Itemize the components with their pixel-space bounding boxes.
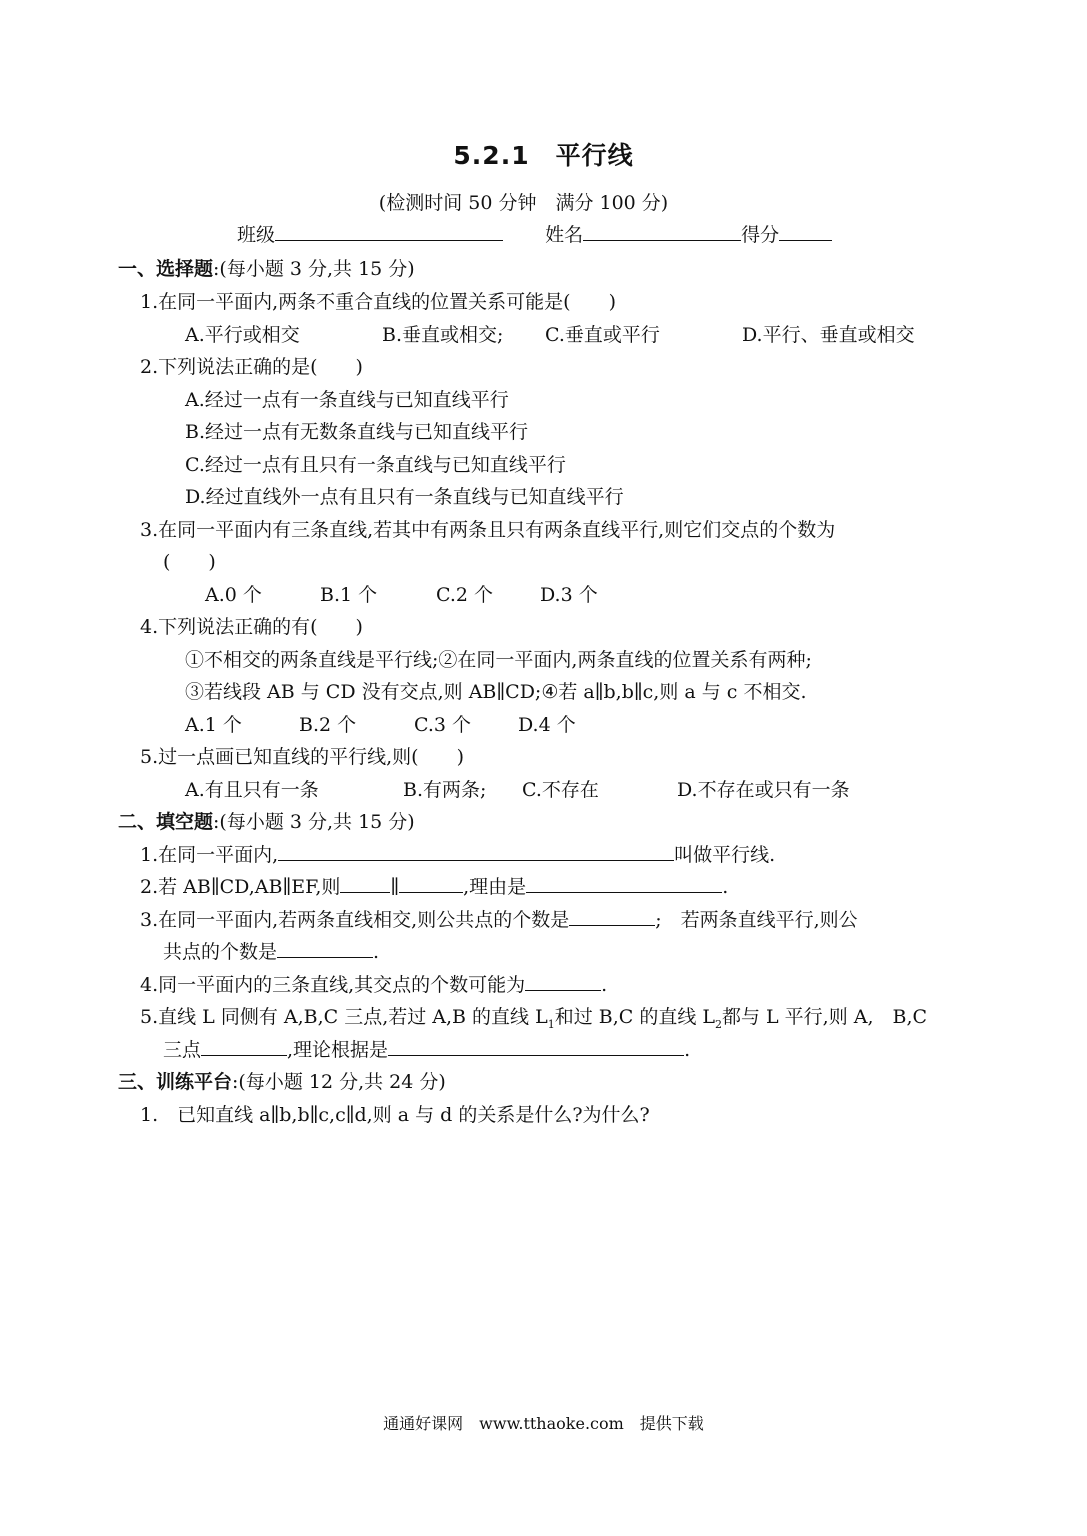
choice-q5-stem: 5.过一点画已知直线的平行线,则( )	[140, 746, 464, 768]
choice-q4-option-c[interactable]: C.3 个	[414, 714, 472, 736]
choice-q4-option-b[interactable]: B.2 个	[299, 714, 357, 736]
choice-q4-option-a[interactable]: A.1 个	[185, 714, 242, 736]
fill-q2: 2.若 AB∥CD,AB∥EF,则 ∥ ,理由是 .	[140, 876, 729, 898]
choice-q3-option-b[interactable]: B.1 个	[320, 584, 378, 606]
fill-q3-line-1: 3.在同一平面内,若两条直线相交,则公共点的个数是 ; 若两条直线平行,则公	[140, 909, 858, 931]
fill-q4: 4.同一平面内的三条直线,其交点的个数可能为 .	[140, 974, 608, 996]
choice-q3-stem: 3.在同一平面内有三条直线,若其中有两条且只有两条直线平行,则它们交点的个数为	[140, 519, 836, 541]
choice-q2-stem: 2.下列说法正确的是( )	[140, 356, 363, 378]
choice-q2-option-c[interactable]: C.经过一点有且只有一条直线与已知直线平行	[185, 454, 566, 476]
choice-q4-statements-1: ①不相交的两条直线是平行线;②在同一平面内,两条直线的位置关系有两种;	[185, 649, 812, 671]
fill-q5-line-1: 5.直线 L 同侧有 A,B,C 三点,若过 A,B 的直线 $L_1$和过 B,C 的直线 $L_2$都与 L 平行,则 A, B,C	[140, 1006, 928, 1031]
fill-q2-blank-3[interactable]	[526, 875, 722, 893]
choice-q3-option-a[interactable]: A.0 个	[205, 584, 262, 606]
choice-q5-option-c[interactable]: C.不存在	[522, 779, 599, 801]
test-subtitle: (检测时间 50 分钟 满分 100 分)	[378, 192, 669, 214]
choice-q1-stem: 1.在同一平面内,两条不重合直线的位置关系可能是( )	[140, 291, 616, 313]
fill-q5-blank-1[interactable]	[201, 1038, 287, 1056]
choice-q5-option-d[interactable]: D.不存在或只有一条	[677, 779, 850, 801]
choice-q1-option-d[interactable]: D.平行、垂直或相交	[742, 324, 915, 346]
section-heading-training: 三、训练平台:(每小题 12 分,共 24 分)	[118, 1071, 446, 1093]
training-q1: 1. 已知直线 a∥b,b∥c,c∥d,则 a 与 d 的关系是什么?为什么?	[140, 1104, 650, 1126]
choice-q3-option-d[interactable]: D.3 个	[540, 584, 598, 606]
fill-q5-blank-2[interactable]	[388, 1038, 684, 1056]
choice-q2-option-a[interactable]: A.经过一点有一条直线与已知直线平行	[185, 389, 509, 411]
fill-q1-blank[interactable]	[278, 843, 674, 861]
class-blank[interactable]	[275, 223, 503, 241]
choice-q1-option-b[interactable]: B.垂直或相交;	[382, 324, 504, 346]
name-label: 姓名	[545, 224, 584, 246]
choice-q4-statements-2: ③若线段 AB 与 CD 没有交点,则 AB∥CD;④若 a∥b,b∥c,则 a 与 c 不相交.	[185, 681, 807, 703]
score-label: 得分	[741, 224, 780, 246]
class-label: 班级	[237, 224, 276, 246]
choice-q4-option-d[interactable]: D.4 个	[518, 714, 576, 736]
page-title: 5.2.1 平行线	[453, 141, 634, 170]
choice-q2-option-d[interactable]: D.经过直线外一点有且只有一条直线与已知直线平行	[185, 486, 624, 508]
section-heading-choice: 一、选择题:(每小题 3 分,共 15 分)	[118, 258, 415, 280]
footer-credit: 通通好课网 www.tthaoke.com 提供下载	[383, 1414, 704, 1433]
fill-q3-line-2: 共点的个数是 .	[163, 941, 380, 963]
choice-q3-stem-cont: ( )	[163, 551, 216, 573]
fill-q2-blank-1[interactable]	[340, 875, 390, 893]
fill-q2-blank-2[interactable]	[399, 875, 463, 893]
choice-q5-option-b[interactable]: B.有两条;	[403, 779, 487, 801]
fill-q5-line-2: 三点 ,理论根据是 .	[163, 1039, 691, 1061]
choice-q1-option-c[interactable]: C.垂直或平行	[545, 324, 660, 346]
fill-q3-blank-2[interactable]	[277, 940, 373, 958]
section-heading-fill: 二、填空题:(每小题 3 分,共 15 分)	[118, 811, 415, 833]
choice-q1-option-a[interactable]: A.平行或相交	[185, 324, 300, 346]
choice-q3-option-c[interactable]: C.2 个	[436, 584, 494, 606]
choice-q4-stem: 4.下列说法正确的有( )	[140, 616, 363, 638]
score-blank[interactable]	[779, 223, 832, 241]
fill-q4-blank[interactable]	[525, 973, 601, 991]
choice-q5-option-a[interactable]: A.有且只有一条	[185, 779, 319, 801]
choice-q2-option-b[interactable]: B.经过一点有无数条直线与已知直线平行	[185, 421, 529, 443]
fill-q1: 1.在同一平面内, 叫做平行线.	[140, 844, 776, 866]
name-blank[interactable]	[583, 223, 741, 241]
info-line	[237, 220, 832, 247]
fill-q3-blank-1[interactable]	[569, 908, 655, 926]
